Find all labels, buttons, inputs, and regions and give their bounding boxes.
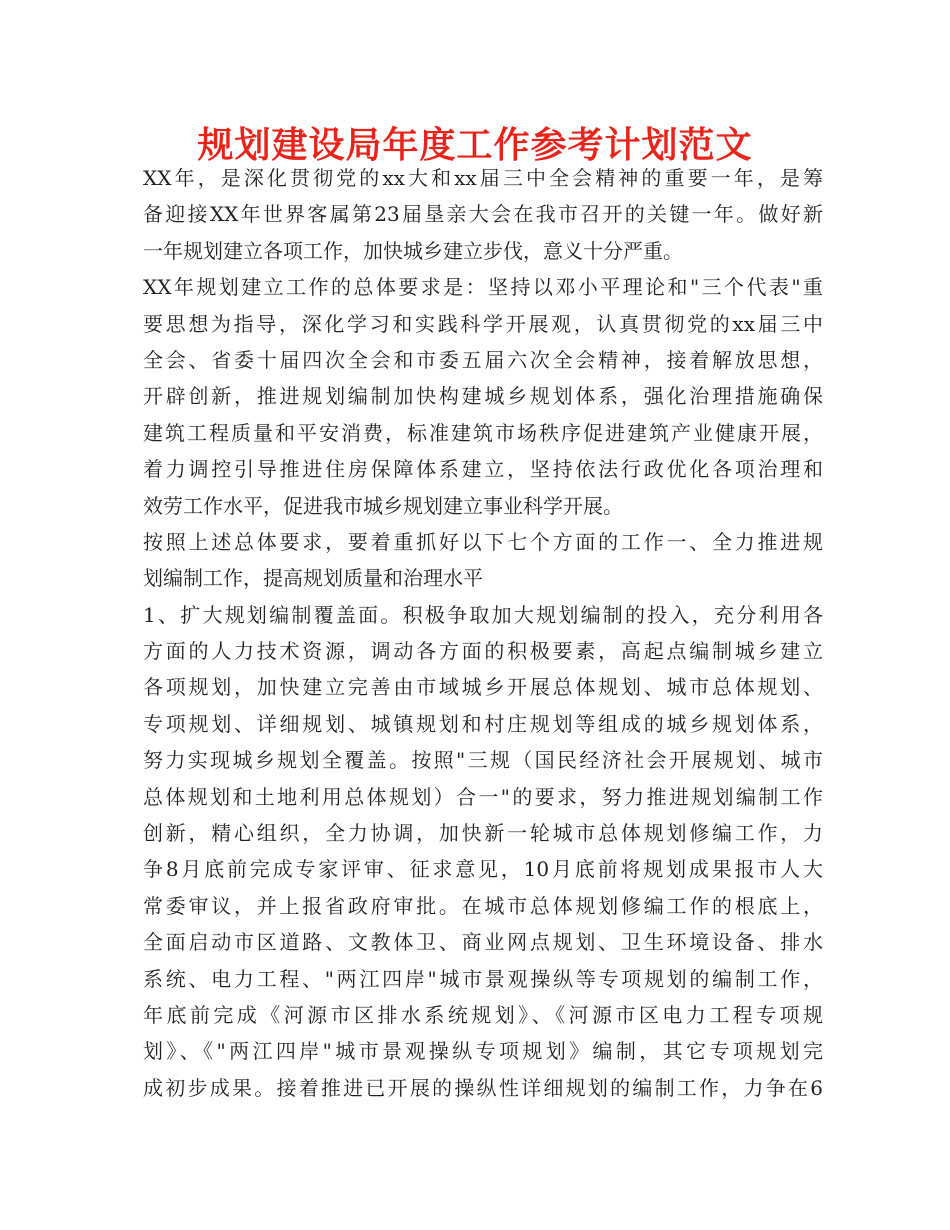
paragraph-line: 专项规划、详细规划、城镇规划和村庄规划等组成的城乡规划体系， xyxy=(143,711,823,736)
paragraph-line: 着力调控引导推进住房保障体系建立，坚持依法行政优化各项治理和 xyxy=(143,457,823,482)
document-body xyxy=(143,160,823,1106)
paragraph-line: 年底前完成《河源市区排水系统规划》、《河源市区电力工程专项规 xyxy=(143,1002,823,1027)
paragraph-line: 系统、电力工程、"两江四岸"城市景观操纵等专项规划的编制工作， xyxy=(143,966,823,991)
paragraph-line: 总体规划和土地利用总体规划）合一"的要求，努力推进规划编制工作 xyxy=(143,784,823,809)
paragraph-line: 全会、省委十届四次全会和市委五届六次全会精神，接着解放思想， xyxy=(143,347,823,372)
paragraph-line: 按照上述总体要求，要着重抓好以下七个方面的工作一、全力推进规 xyxy=(143,529,823,554)
paragraph-line: 1、扩大规划编制覆盖面。积极争取加大规划编制的投入，充分利用各 xyxy=(143,602,823,627)
paragraph-line: 各项规划，加快建立完善由市域城乡开展总体规划、城市总体规划、 xyxy=(143,675,823,700)
paragraph-line: 效劳工作水平，促进我市城乡规划建立事业科学开展。 xyxy=(143,493,623,518)
paragraph-line: 要思想为指导，深化学习和实践科学开展观，认真贯彻党的xx届三中 xyxy=(143,311,823,336)
paragraph-line: 方面的人力技术资源，调动各方面的积极要素，高起点编制城乡建立 xyxy=(143,639,823,664)
paragraph-line: 常委审议，并上报省政府审批。在城市总体规划修编工作的根底上， xyxy=(143,893,823,918)
paragraph-line: XX年，是深化贯彻党的xx大和xx届三中全会精神的重要一年，是筹 xyxy=(143,166,823,190)
paragraph-line: 开辟创新，推进规划编制加快构建城乡规划体系，强化治理措施确保 xyxy=(143,384,823,409)
paragraph-line: 划编制工作，提高规划质量和治理水平 xyxy=(143,566,483,591)
paragraph-line: 建筑工程质量和平安消费，标准建筑市场秩序促进建筑产业健康开展， xyxy=(143,420,823,445)
document-title: 规划建设局年度工作参考计划范文 xyxy=(197,125,753,166)
paragraph-line: 创新，精心组织，全力协调，加快新一轮城市总体规划修编工作，力 xyxy=(143,821,823,846)
paragraph-line: 一年规划建立各项工作，加快城乡建立步伐，意义十分严重。 xyxy=(143,238,683,263)
paragraph-line: 备迎接XX年世界客属第23届垦亲大会在我市召开的关键一年。做好新 xyxy=(143,202,823,227)
paragraph-line: 全面启动市区道路、文教体卫、商业网点规划、卫生环境设备、排水 xyxy=(143,930,823,955)
paragraph-line: XX年规划建立工作的总体要求是：坚持以邓小平理论和"三个代表"重 xyxy=(143,275,823,300)
paragraph-line: 成初步成果。接着推进已开展的操纵性详细规划的编制工作，力争在6 xyxy=(143,1075,823,1100)
paragraph-line: 努力实现城乡规划全覆盖。按照"三规（国民经济社会开展规划、城市 xyxy=(143,748,823,773)
paragraph-line: 争8月底前完成专家评审、征求意见，10月底前将规划成果报市人大 xyxy=(143,857,823,882)
paragraph-line: 划》、《"两江四岸"城市景观操纵专项规划》编制，其它专项规划完 xyxy=(143,1039,823,1064)
